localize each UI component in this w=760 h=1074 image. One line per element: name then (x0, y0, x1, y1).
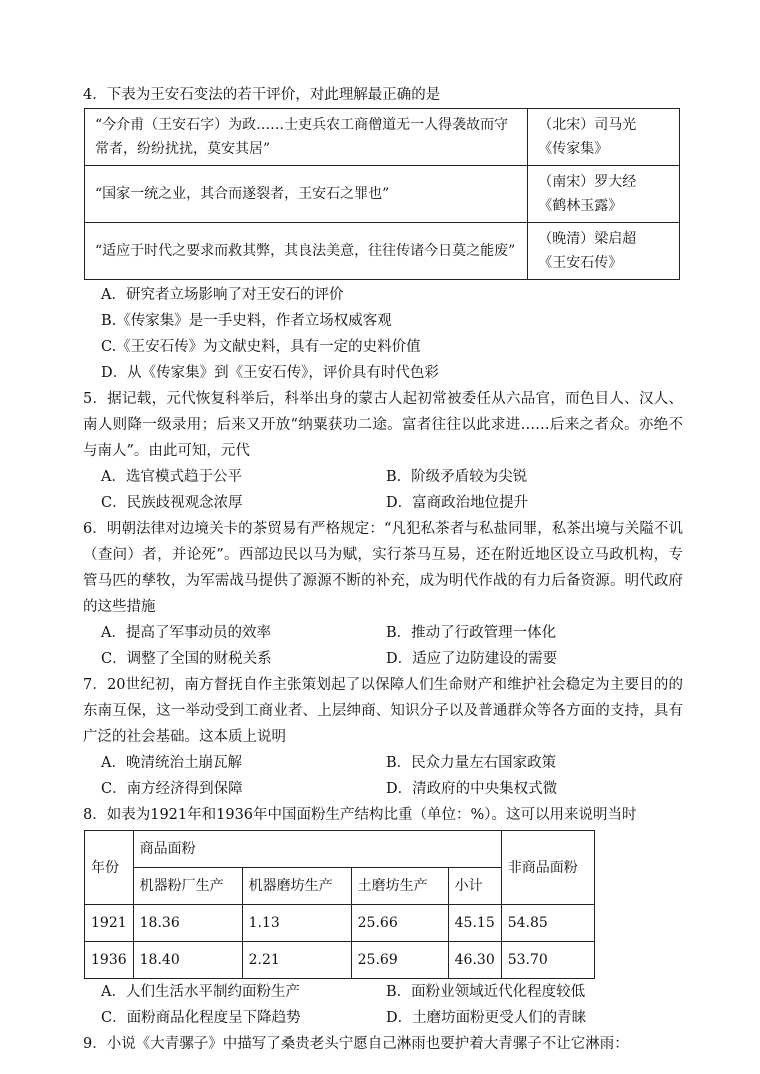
q5-option-d: D．富商政治地位提升 (386, 495, 529, 511)
q8-cell: 54.85 (501, 905, 594, 942)
q4-quote-1: “今介甫（王安石字）为政……士吏兵农工商僧道无一人得袭故而守常者，纷纷扰扰，莫安其居” (85, 109, 528, 166)
q4-table (84, 108, 680, 280)
q4-source-2-author: （南宋）罗大经 (538, 174, 637, 190)
q4-source-1-author: （北宋）司马光 (538, 117, 637, 133)
q7-option-a: A．晚清统治土崩瓦解 (101, 755, 242, 771)
q8-header-sub-1: 机器粉厂生产 (133, 868, 242, 905)
q5-option-c: C．民族歧视观念浓厚 (101, 495, 243, 511)
q4-option-d: D．从《传家集》到《王安石传》，评价具有时代色彩 (101, 365, 439, 381)
q4-source-2-book: 《鹤林玉露》 (538, 198, 623, 214)
q8-cell: 25.66 (351, 905, 448, 942)
q4-source-3-book: 《王安石传》 (538, 255, 623, 271)
table-row (85, 831, 595, 868)
q8-cell: 1.13 (242, 905, 351, 942)
q4-option-a: A．研究者立场影响了对王安石的评价 (101, 287, 344, 303)
q8-option-d: D．土磨坊面粉更受人们的青睐 (386, 1010, 587, 1026)
q5-stem: 5．据记载，元代恢复科举后，科举出身的蒙古人起初常被委任从六品官，而色目人、汉人、南人则降一级录用；后来又开放“纳粟获功二途。富者往往以此求进……后来之者众。亦绝不与南人”。由此可知，元代 (83, 391, 683, 459)
q5-option-b: B．阶级矛盾较为尖锐 (386, 469, 528, 485)
q6-option-c: C．调整了全国的财税关系 (101, 651, 272, 667)
q8-cell: 25.69 (351, 942, 448, 979)
q5-options (101, 464, 683, 516)
q8-cell: 53.70 (501, 942, 594, 979)
q4-quote-2: “国家一统之业，其合而遂裂者，王安石之罪也” (85, 166, 528, 223)
q4-quote-3: “适应于时代之要求而救其弊，其良法美意，往往传诸今日莫之能废” (85, 223, 528, 280)
exam-page (83, 82, 683, 1057)
q6-options (101, 620, 683, 672)
q4-options (101, 282, 683, 386)
q8-cell: 18.36 (133, 905, 242, 942)
table-row (85, 905, 595, 942)
table-row (85, 166, 680, 223)
q8-cell: 1936 (85, 942, 134, 979)
q8-cell: 45.15 (448, 905, 501, 942)
q8-header-noncommercial: 非商品面粉 (501, 831, 594, 905)
q8-header-sub-3: 土磨坊生产 (351, 868, 448, 905)
q6-option-a: A．提高了军事动员的效率 (101, 625, 271, 641)
q4-option-c: C.《王安石传》为文献史料，具有一定的史料价值 (101, 339, 421, 355)
q9-stem: 9．小说《大青骡子》中描写了桑贵老头宁愿自己淋雨也要护着大青骡子不让它淋雨： (83, 1036, 629, 1052)
q7-option-d: D．清政府的中央集权式微 (386, 781, 558, 797)
table-row (85, 109, 680, 166)
q4-option-b: B.《传家集》是一手史料，作者立场权威客观 (101, 313, 392, 329)
q6-option-d: D．适应了边防建设的需要 (386, 651, 558, 667)
q8-cell: 18.40 (133, 942, 242, 979)
q7-stem: 7．20世纪初，南方督抚自作主张策划起了以保障人们生命财产和维护社会稳定为主要目的的东南互保，这一举动受到工商业者、上层绅商、知识分子以及普通群众等各方面的支持，具有广泛的社会基础。这本质上说明 (83, 677, 683, 745)
q8-table (84, 830, 595, 979)
q8-header-commercial: 商品面粉 (133, 831, 501, 868)
q4-stem: 4．下表为王安石变法的若干评价，对此理解最正确的是 (83, 87, 441, 103)
q8-cell: 1921 (85, 905, 134, 942)
q7-option-b: B．民众力量左右国家政策 (386, 755, 557, 771)
q8-header-sub-2: 机器磨坊生产 (242, 868, 351, 905)
table-row (85, 942, 595, 979)
q8-header-sub-4: 小计 (448, 868, 501, 905)
q7-options (101, 750, 683, 802)
q4-source-2 (528, 166, 680, 223)
q8-cell: 2.21 (242, 942, 351, 979)
q4-source-1-book: 《传家集》 (538, 141, 609, 157)
q8-option-b: B．面粉业领域近代化程度较低 (386, 984, 586, 1000)
q8-option-c: C．面粉商品化程度呈下降趋势 (101, 1010, 301, 1026)
q8-options (101, 979, 683, 1031)
q8-cell: 46.30 (448, 942, 501, 979)
q8-stem: 8．如表为1921年和1936年中国面粉生产结构比重（单位：%）。这可以用来说明当时 (83, 807, 637, 823)
table-row (85, 223, 680, 280)
q6-stem: 6．明朝法律对边境关卡的茶贸易有严格规定：“凡犯私茶者与私盐同罪，私茶出境与关隘不讥（查问）者，并论死”。西部边民以马为赋，实行茶马互易，还在附近地区设立马政机构，专管马匹的孳牧，为军需战马提供了源源不断的补充，成为明代作战的有力后备资源。明代政府的这些措施 (83, 521, 683, 615)
q7-option-c: C．南方经济得到保障 (101, 781, 243, 797)
q4-source-3-author: （晚清）梁启超 (538, 231, 637, 247)
q8-option-a: A．人们生活水平制约面粉生产 (101, 984, 300, 1000)
q4-source-1 (528, 109, 680, 166)
q5-option-a: A．选官模式趋于公平 (101, 469, 242, 485)
q6-option-b: B．推动了行政管理一体化 (386, 625, 557, 641)
q4-source-3 (528, 223, 680, 280)
q8-header-year: 年份 (85, 831, 134, 905)
